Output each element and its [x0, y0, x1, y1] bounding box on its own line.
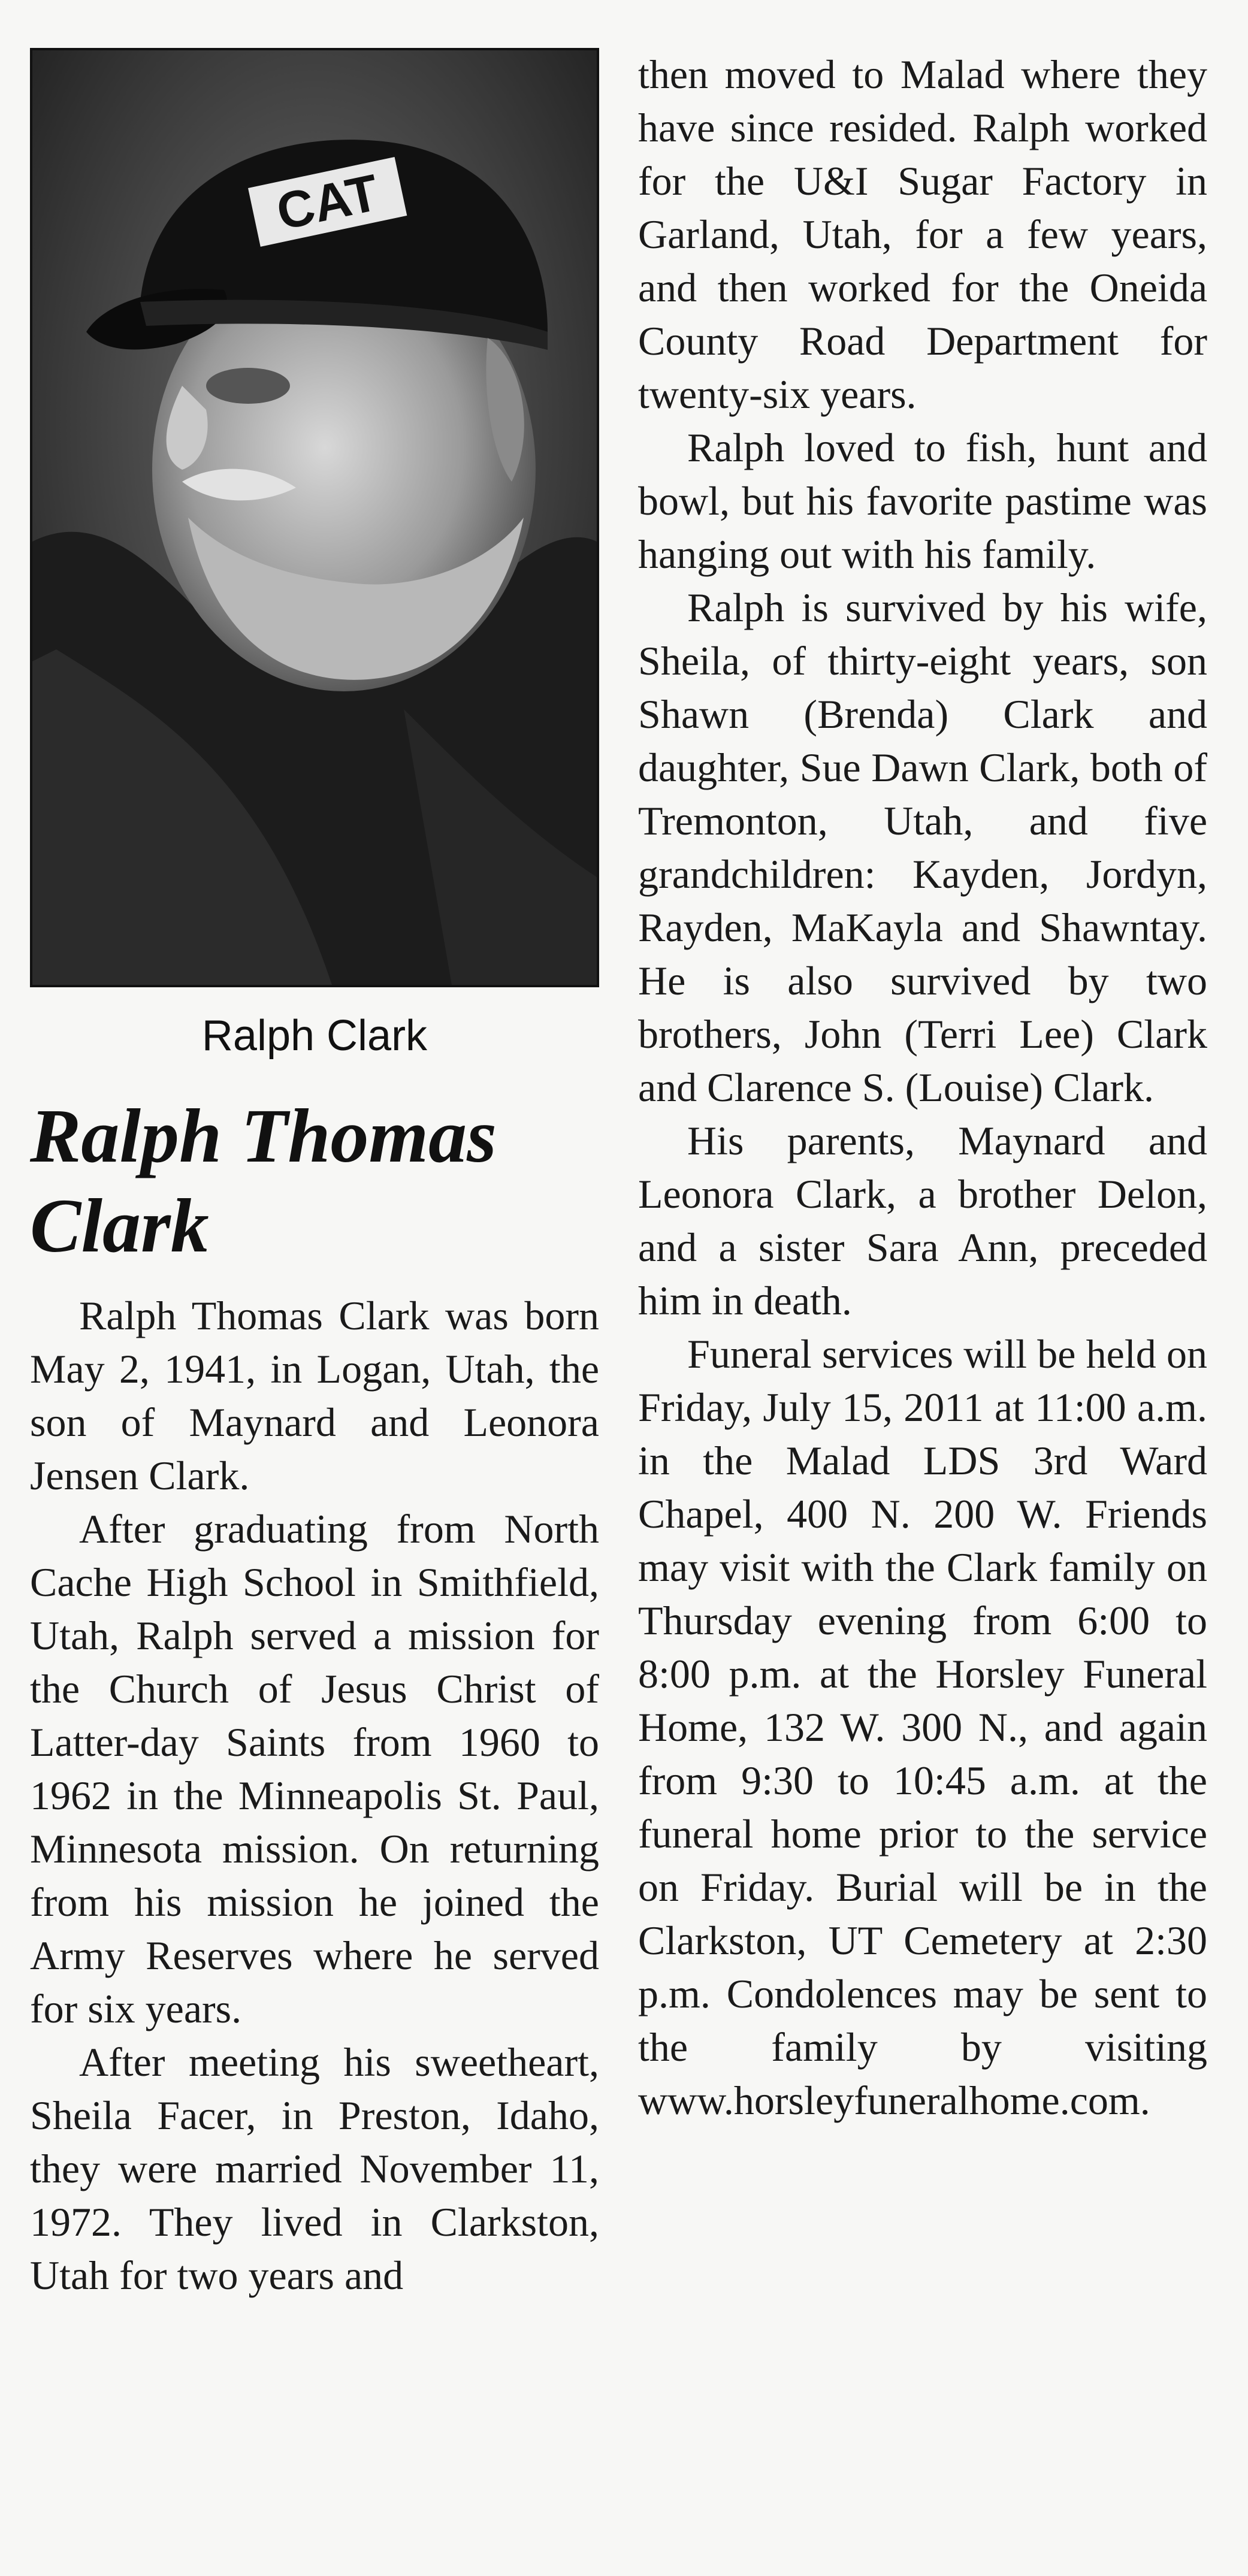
- right-column: [638, 48, 1207, 2127]
- paragraph-survivors: Ralph is survived by his wife, Sheila, of thirty-eight years, son Shawn (Brenda) Clark and daughter, Sue Dawn Clark, both of Tremonton, Utah, and five grandchildren: Kayden, Jordyn, Rayden, MaKayla and Shawntay. He is also survived by two brothers, John (Terri Lee) Clark and Clarence S. (Louise) Clark.: [638, 585, 1207, 1110]
- portrait-image: [32, 50, 597, 985]
- paragraph-education-mission: After graduating from North Cache High School in Smithfield, Utah, Ralph served a mission for the Church of Jesus Christ of Latter-day Saints from 1960 to 1962 in the Minneapolis St. Paul, Minnesota mission. On returning from his mission he joined the Army Reserves where he served for six years.: [30, 1505, 599, 2031]
- paragraph-preceded: His parents, Maynard and Leonora Clark, a brother Delon, and a sister Sara Ann, preceded him in death.: [638, 1118, 1207, 1323]
- photo-caption: Ralph Clark: [201, 1012, 428, 1060]
- paragraph-marriage: After meeting his sweetheart, Sheila Facer, in Preston, Idaho, they were married November 11, 1972. They lived in Clarkston, Utah for two years and: [30, 2039, 599, 2298]
- left-column: [30, 48, 599, 2302]
- left-body-text: [30, 1289, 599, 2302]
- paragraph-funeral: Funeral services will be held on Friday, July 15, 2011 at 11:00 a.m. in the Malad LDS 3rd Ward Chapel, 400 N. 200 W. Friends may visit with the Clark family on Thursday evening from 6:00 to 8:00 p.m. at the Horsley Funeral Home, 132 W. 300 N., and again from 9:30 to 10:45 a.m. at the funeral home prior to the service on Friday. Burial will be in the Clarkston, UT Cemetery at 2:30 p.m. Condolences may be sent to the family by visiting www.horsleyfuneralhome.com.: [638, 1331, 1207, 2123]
- paragraph-hobbies: Ralph loved to fish, hunt and bowl, but his favorite pastime was hanging out with his family.: [638, 425, 1207, 577]
- paragraph-continuation: then moved to Malad where they have since resided. Ralph worked for the U&I Sugar Factory in Garland, Utah, for a few years, and then worked for the Oneida County Road Department for twenty-six years.: [638, 52, 1207, 417]
- portrait-photo: [30, 48, 599, 987]
- paragraph-birth: Ralph Thomas Clark was born May 2, 1941, in Logan, Utah, the son of Maynard and Leonora Jensen Clark.: [30, 1292, 599, 1498]
- right-body-text: [638, 48, 1207, 2127]
- cap-logo-text: CAT: [271, 164, 384, 241]
- obituary-headline: Ralph Thomas Clark: [30, 1093, 497, 1268]
